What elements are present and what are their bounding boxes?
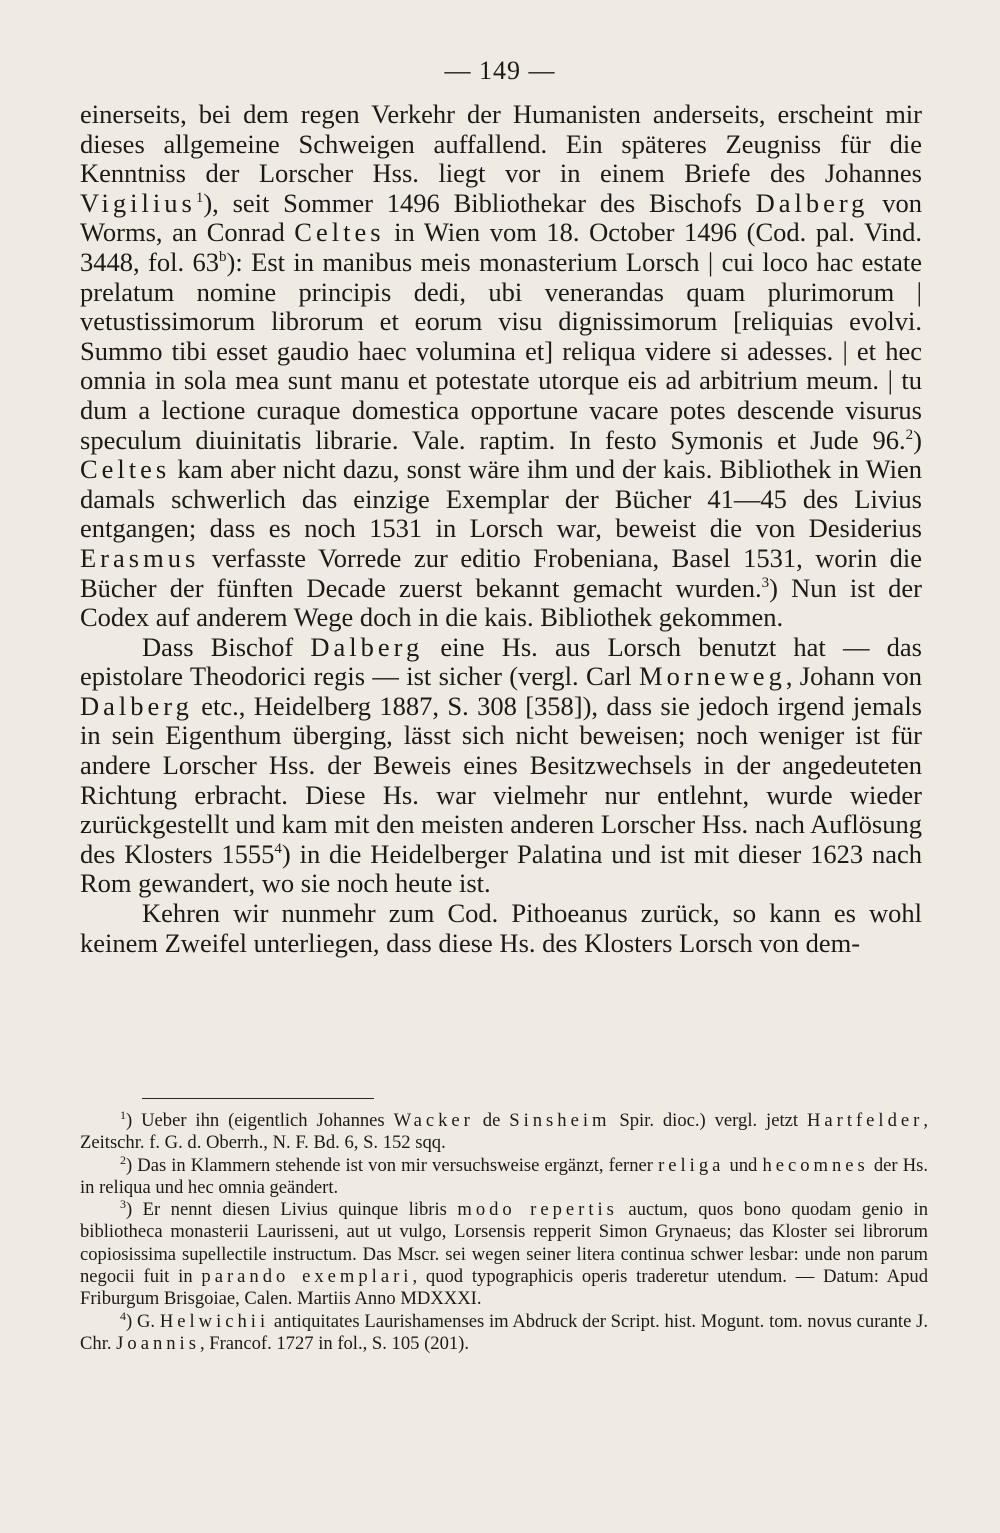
- text-run: ) in die Heidelberger Palatina und ist mit dieser 1623 nach Rom gewandert, wo sie noch heute ist.: [80, 838, 922, 899]
- footnote-ref-1: 1: [195, 189, 204, 206]
- footnote-mark: 3: [120, 1197, 126, 1211]
- text-run: auctum, quos bono quodam genio in bibliotheca monasterii Laurisseni, aut ut vulgo, Lorsensis repperit Simon Grynaeus; das Kloster sei librorum copiosissima supellectile instructum. Das Mscr. sei wegen seiner litera continua schwer lesbar: unde non parum negocii fuit in: [80, 1199, 928, 1288]
- paragraph-3: Kehren wir nunmehr zum Cod. Pithoeanus zurück, so kann es wohl keinem Zweifel unterliegen, dass diese Hs. des Klosters Lorsch von dem-: [80, 898, 922, 958]
- paragraph-1: [80, 100, 922, 633]
- text-run: Dass Bischof: [142, 631, 311, 662]
- footnote-mark: 1: [120, 1107, 126, 1122]
- text-run: kam aber nicht dazu, sonst wäre ihm und der kais. Bibliothek in Wien damals schwerlich das einzige Exemplar der Bücher 41—45 des Livius entgangen; dass es noch 1531 in Lorsch war, beweist die von Desiderius: [80, 454, 922, 544]
- spaced-word: religa: [658, 1154, 725, 1176]
- text-run: ): Est in manibus meis monasterium Lorsch | cui loco hac estate prelatum nomine principis dedi, ubi venerandas quam plurimorum | vetustissimorum librorum et eorum visu dignissimorum [reliquias evolvi. Summo tibi esset gaudio haec volumina et] reliqua videre si adesses. | et hec omnia in sola mea sunt manu et potestate utorque eis ad arbitrium meum. | tu dum a lectione curaque domestica opportune vacare potes descende visurus speculum diuinitatis librarie. Vale. raptim. In festo Symonis et Jude 96.: [80, 246, 922, 455]
- text-run: ): [913, 424, 922, 455]
- text-run: verfasste Vorrede zur editio Frobeniana, Basel 1531, worin die Bücher der fünften Decade zuerst bekannt gemacht wurden.: [80, 542, 922, 603]
- text-run: ), seit Sommer 1496 Bibliothekar des Bischofs: [203, 187, 756, 218]
- spaced-word: modo repertis: [457, 1199, 618, 1221]
- footnote-4: [80, 1308, 928, 1356]
- text-run: ) Das in Klammern stehende ist von mir versuchsweise ergänzt, ferner: [126, 1154, 659, 1176]
- text-run: de: [473, 1110, 510, 1131]
- spaced-name: Helwichii: [159, 1310, 270, 1332]
- text-run: ) Ueber ihn (eigentlich Johannes: [126, 1110, 394, 1131]
- page-number: — 149 —: [444, 56, 556, 85]
- footnote-ref-2: 2: [905, 426, 914, 443]
- spaced-name: Celtes: [294, 217, 385, 248]
- text-run: antiquitates Laurishamenses im Abdruck der Script. hist. Mogunt. tom. novus curante J. Chr.: [80, 1310, 928, 1354]
- text-run: der Hs. in reliqua und hec omnia geändert.: [80, 1154, 929, 1198]
- spaced-word: hecomnes: [762, 1154, 869, 1176]
- footnote-ref-3: 3: [761, 574, 770, 591]
- spaced-name: Wacker: [393, 1110, 474, 1131]
- text-run: ) Er nennt diesen Livius quinque libris: [126, 1199, 458, 1221]
- text-run: von Worms, an Conrad: [80, 187, 922, 248]
- footnote-1: [80, 1107, 928, 1155]
- text-run: einerseits, bei dem regen Verkehr der Humanisten anderseits, erscheint mir dieses allgemeine Schweigen auffallend. Ein späteres Zeugniss für die Kenntniss der Lorscher Hss. liegt vor in einem Briefe des Johannes: [80, 99, 922, 189]
- spaced-name: Hartfelder: [806, 1110, 924, 1131]
- spaced-name: Dalberg: [80, 690, 193, 721]
- text-run: , quod typographicis operis traderetur utendum. — Datum: Apud Friburgum Brisgoiae, Calen. Martiis Anno MDXXXI.: [80, 1266, 928, 1310]
- text-run: in Wien vom 18. October 1496 (Cod. pal. Vind. 3448, fol. 63: [80, 217, 922, 277]
- text-run: , Johann von: [785, 661, 922, 692]
- folio-mark: b: [219, 249, 227, 266]
- text-run: , Francof. 1727 in fol., S. 105 (201).: [199, 1332, 470, 1354]
- text-run: und: [724, 1154, 763, 1176]
- text-run: Spir. dioc.) vergl. jetzt: [610, 1110, 807, 1131]
- footnote-ref-4: 4: [274, 841, 282, 858]
- footnotes: [80, 1107, 929, 1355]
- spaced-name: Sinsheim: [509, 1110, 611, 1131]
- footnote-divider: [142, 1098, 374, 1099]
- text-run: ) G.: [126, 1310, 160, 1332]
- footnote-2: [80, 1152, 929, 1200]
- spaced-name: Joannis: [116, 1332, 200, 1354]
- spaced-name: Dalberg: [310, 631, 424, 662]
- spaced-name: Dalberg: [755, 187, 869, 218]
- spaced-word: parando exemplari: [201, 1266, 413, 1288]
- text-run: etc., Heidelberg 1887, S. 308 [358]), dass sie jedoch irgend jemals in sein Eigenthum überging, lässt sich nicht beweisen; noch weniger ist für andere Lorscher Hss. der Beweis eines Besitzwechsels in der angedeuteten Richtung erbracht. Diese Hs. war vielmehr nur entlehnt, wurde wieder zurückgestellt und kam mit den meisten anderen Lorscher Hss. nach Auflösung des Klosters 1555: [80, 690, 922, 869]
- text-run: ) Nun ist der Codex auf anderem Wege doch in die kais. Bibliothek gekommen.: [80, 572, 922, 633]
- spaced-name: Celtes: [80, 454, 171, 485]
- text-run: eine Hs. aus Lorsch benutzt hat — das epistolare Theodorici regis — ist sicher (vergl. Carl: [80, 631, 922, 692]
- spaced-name: Erasmus: [80, 542, 200, 573]
- spaced-name: Vigilius: [80, 187, 196, 218]
- text-run: , Zeitschr. f. G. d. Oberrh., N. F. Bd. 6, S. 152 sqq.: [80, 1110, 928, 1154]
- footnote-mark: 2: [120, 1152, 126, 1167]
- main-text: [80, 100, 922, 958]
- footnote-3: [80, 1199, 928, 1310]
- paragraph-2: [80, 633, 922, 899]
- spaced-name: Morneweg: [639, 661, 786, 692]
- footnote-mark: 4: [120, 1308, 126, 1323]
